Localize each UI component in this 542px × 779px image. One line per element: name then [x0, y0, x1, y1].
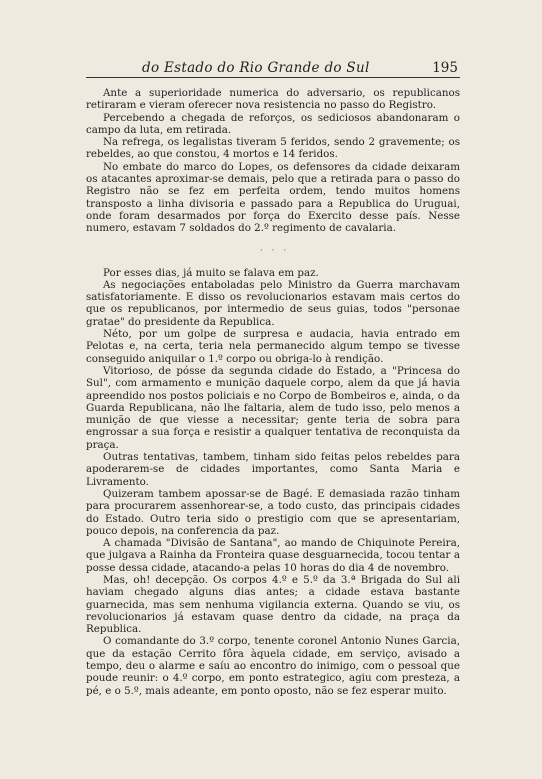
running-title: do Estado do Rio Grande do Sul — [142, 60, 370, 76]
paragraph: Quizeram tambem apossar-se de Bagé. E demasiada razão tinham para procurarem assenhorear-se, a todo custo, das principais cidades do Estado. Outro teria sido o prestigio com que se apresentariam, pouco depois, na conferencia da paz. — [86, 487, 460, 537]
separator-dot: · — [271, 245, 275, 256]
paragraph: Por esses dias, já muito se falava em paz. — [103, 266, 319, 279]
section-1 — [86, 87, 460, 235]
separator-dot: · — [283, 245, 287, 256]
paragraph: Na refrega, os legalistas tiveram 5 feridos, sendo 2 gravemente; os rebeldes, ao que constou, 4 mortos e 14 feridos. — [86, 136, 460, 161]
page-header — [86, 60, 460, 78]
section-2 — [86, 267, 460, 697]
paragraph: No embate do marco do Lopes, os defensores da cidade deixaram os atacantes aproximar-se demais, pelo que a retirada para o passo do Registro não se fez em perfeita ordem, tendo muitos homens transposto a linha divisoria e passado para a Republica do Uruguai, onde foram desarmados por força do Exercito desse país. Nesse numero, estavam 7 soldados do 2.º regimento de cavalaria. — [86, 160, 460, 235]
paragraph: Percebendo a chegada de reforços, os sediciosos abandonaram o campo da luta, em retirada. — [86, 111, 460, 136]
paragraph: A chamada "Divisão de Santana", ao mando de Chiquinote Pereira, que julgava a Rainha da Fronteira quase desguarnecida, tocou tentar a posse dessa cidade, atacando-a pelas 10 horas do dia 4 de novembro. — [86, 537, 460, 574]
paragraph: O comandante do 3.º corpo, tenente coronel Antonio Nunes Garcia, que da estação Cerrito fôra àquela cidade, em serviço, avisado a tempo, deu o alarme e saíu ao encontro do inimigo, com o pessoal que poude reunir: o 4.º corpo, em ponto estrategico, agiu com presteza, a pé, e o 5.º, mais adeante, em ponto oposto, não se fez esperar muito. — [86, 635, 460, 697]
section-separator — [86, 235, 460, 267]
paragraph: Outras tentativas, tambem, tinham sido feitas pelos rebeldes para apoderarem-se de cidades importantes, como Santa Maria e Livramento. — [86, 451, 460, 488]
paragraph: Mas, oh! decepção. Os corpos 4.º e 5.º da 3.ª Brigada do Sul ali haviam chegado alguns dias antes; a cidade estava bastante guarnecida, mas sem nenhuma vigilancia externa. Quando se viu, os revolucionarios já estavam quase dentro da cidade, na praça da Republica. — [86, 573, 460, 636]
paragraph: Ante a superioridade numerica do adversario, os republicanos retiraram e vieram oferecer nova resistencia no passo do Registro. — [86, 87, 460, 112]
paragraph: Vitorioso, de pósse da segunda cidade do Estado, a "Princesa do Sul", com armamento e munição daquele corpo, alem da que já havia apreendido nos postos policiais e no Corpo de Bombeiros e, ainda, o da Guarda Republicana, não lhe faltaria, alem de tudo isso, pelo menos a munição de que viesse a necessitar; gente teria de sobra para engrossar a sua força e resistir a qualquer tentativa de reconquista da praça. — [86, 364, 460, 451]
page-body — [86, 87, 460, 697]
page-number: 195 — [432, 60, 458, 76]
paragraph: Néto, por um golpe de surpresa e audacia, havia entrado em Pelotas e, na certa, teria nela permanecido algum tempo se tivesse conseguido aniquilar o 1.º corpo ou obriga-lo à rendição. — [86, 328, 460, 365]
separator-dot: · — [259, 245, 263, 256]
paragraph: As negociações entaboladas pelo Ministro da Guerra marchavam satisfatoriamente. E disso os revolucionarios estavam mais certos do que os republicanos, por intermedio de seus guias, todos "personae gratae" do presidente da Republica. — [86, 278, 460, 328]
